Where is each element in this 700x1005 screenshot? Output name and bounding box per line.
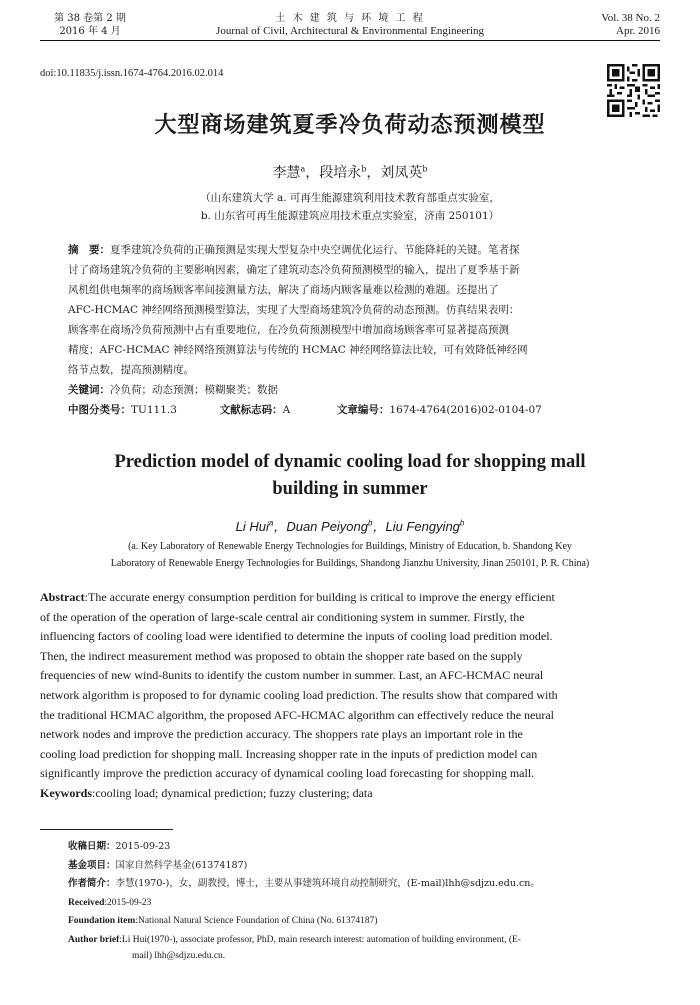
header-volume-block bbox=[570, 12, 660, 38]
author-en-1: Li Hui bbox=[235, 519, 269, 534]
abstract-en-line: network nodes and improve the prediction accuracy. The shoppers rate plays an important role in the bbox=[40, 727, 523, 742]
header-date-en: Apr. 2016 bbox=[616, 25, 660, 37]
article-no-label: 文章编号： bbox=[336, 404, 390, 416]
abstract-en-line: cooling load prediction for shopping mall. Increasing shopper rate in the inputs of prediction model can bbox=[40, 746, 538, 761]
abstract-cn bbox=[68, 240, 632, 420]
author-sep: ， bbox=[273, 519, 287, 534]
keywords-cn-text: 冷负荷；动态预测；模糊聚类；数据 bbox=[110, 384, 278, 396]
received-cn: 收稿日期：2015-09-23 bbox=[68, 841, 171, 852]
abstract-cn-line: 摘 要：夏季建筑冷负荷的正确预测是实现大型复杂中央空调优化运行、节能降耗的关键。笔者探 bbox=[68, 244, 520, 256]
header-journal-cn: 土 木 建 筑 与 环 境 工 程 bbox=[275, 13, 425, 24]
abstract-cn-line: 讨了商场建筑冷负荷的主要影响因素，确定了建筑动态冷负荷预测模型的输入，提出了夏季基于新 bbox=[68, 264, 520, 276]
author-brief-en: Author brief:Li Hui(1970-), associate professor, PhD, main research interest: automation of building environment, (E- bbox=[68, 934, 521, 945]
abstract-en-line: of the operation of the operation of large-scale central air conditioning system in summer. Firstly, the bbox=[40, 609, 525, 624]
abstract-cn-line: 风机组供电频率的商场顾客率间接测量方法，解决了商场内顾客量难以检测的难题。还提出了 bbox=[68, 284, 499, 296]
abstract-cn-line: 精度；AFC-HCMAC 神经网络预测算法与传统的 HCMAC 神经网络算法比较，可有效降低神经网 bbox=[68, 344, 528, 356]
abstract-cn-line: 顾客率在商场冷负荷预测中占有重要地位，在冷负荷预测模型中增加商场顾客率可显著提高预测 bbox=[68, 324, 509, 336]
abstract-en bbox=[40, 588, 660, 804]
footnotes bbox=[68, 838, 660, 964]
author-brief-en-cont: mail) lhh@sdjzu.edu.cn. bbox=[132, 951, 226, 961]
author-cn-1: 李慧 bbox=[272, 165, 301, 181]
fund-en: Foundation item:National Natural Science Foundation of China (No. 61374187) bbox=[68, 916, 378, 926]
keywords-cn bbox=[68, 380, 632, 400]
doc-code-label: 文献标志码： bbox=[219, 404, 283, 416]
author-sep: ， bbox=[305, 165, 320, 181]
author-cn-3: 刘凤英 bbox=[380, 165, 423, 181]
author-cn-3-affil: b bbox=[422, 164, 428, 174]
abstract-en-label: Abstract bbox=[40, 590, 85, 604]
abstract-en-line: significantly improve the prediction accuracy of dynamical cooling load forecasting for shopping mall. bbox=[40, 766, 535, 781]
header-journal-en: Journal of Civil, Architectural & Environmental Engineering bbox=[216, 25, 484, 37]
author-cn-2: 段培永 bbox=[319, 165, 362, 181]
author-en-3: Liu Fengying bbox=[385, 519, 460, 534]
keywords-en bbox=[40, 784, 660, 804]
fund-cn: 基金项目：国家自然科学基金(61374187) bbox=[68, 859, 248, 871]
doi[interactable]: doi:10.11835/j.issn.1674-4764.2016.02.014 bbox=[40, 68, 224, 79]
keywords-cn-label: 关键词： bbox=[68, 384, 110, 396]
author-bio-cn: 作者简介：李慧(1970-)，女，副教授，博士，主要从事建筑环境自动控制研究，(E-mail)lhh@sdjzu.edu.cn。 bbox=[68, 878, 540, 889]
affiliation-cn-2: b. 山东省可再生能源建筑应用技术重点实验室，济南 250101） bbox=[200, 210, 500, 222]
author-en-3-affil: b bbox=[459, 518, 465, 528]
abstract-en-line: network algorithm is proposed to for dynamic cooling load prediction. The results show that compared with bbox=[40, 687, 558, 702]
classification-cn bbox=[68, 400, 632, 420]
author-sep: ， bbox=[366, 165, 381, 181]
author-cn-1-affil: a bbox=[300, 164, 306, 174]
header-date-cn: 2016 年 4 月 bbox=[59, 26, 121, 37]
title-cn: 大型商场建筑夏季冷负荷动态预测模型 bbox=[154, 112, 546, 138]
author-cn-2-affil: b bbox=[361, 164, 367, 174]
abstract-cn-label: 摘 要： bbox=[68, 244, 110, 256]
author-en-2: Duan Peiyong bbox=[286, 519, 368, 534]
clc-label: 中图分类号： bbox=[68, 404, 131, 416]
author-sep: ， bbox=[372, 519, 386, 534]
header-rule bbox=[40, 40, 660, 41]
abstract-en-line: influencing factors of cooling load were identified to determine the inputs of cooling load predition model. bbox=[40, 629, 553, 644]
abstract-cn-line: AFC-HCMAC 神经网络预测模型算法，实现了大型商场建筑冷负荷的动态预测。仿真结果表明： bbox=[68, 304, 520, 316]
affiliation-en-1: (a. Key Laboratory of Renewable Energy Technologies for Buildings, Ministry of Education, b. Shandong Key bbox=[128, 541, 572, 552]
clc-value: TU111.3 bbox=[131, 404, 177, 416]
header-journal-block bbox=[150, 12, 550, 38]
keywords-en-label: Keywords bbox=[40, 785, 92, 800]
footnote-rule bbox=[40, 829, 173, 830]
header-issue-block bbox=[50, 12, 130, 38]
abstract-en-line: frequencies of new wind-8units to identify the custom number in summer. Last, an AFC-HCMAC neural bbox=[40, 668, 544, 683]
header-vol-en: Vol. 38 No. 2 bbox=[601, 12, 660, 24]
abstract-en-line: the traditional HCMAC algorithm, the proposed AFC-HCMAC algorithm can effectively reduce the neural bbox=[40, 707, 554, 722]
affiliation-cn-1: （山东建筑大学 a. 可再生能源建筑利用技术教育部重点实验室， bbox=[200, 192, 500, 204]
abstract-cn-line: 络节点数，提高预测精度。 bbox=[68, 364, 194, 376]
article-no-value: 1674-4764(2016)02-0104-07 bbox=[389, 404, 542, 416]
title-en-line-1: Prediction model of dynamic cooling load for shopping mall bbox=[114, 452, 586, 472]
title-en bbox=[0, 449, 700, 503]
keywords-en-text: :cooling load; dynamical prediction; fuzzy clustering; data bbox=[92, 785, 373, 800]
received-en: Received:2015-09-23 bbox=[68, 897, 152, 908]
authors-en bbox=[0, 516, 700, 535]
abstract-en-line: Abstract:The accurate energy consumption perdition for building is critical to improve the energy efficient bbox=[40, 590, 555, 604]
author-en-1-affil: a bbox=[268, 518, 274, 528]
author-en-2-affil: b bbox=[368, 518, 373, 528]
authors-cn bbox=[0, 162, 700, 182]
title-en-line-2: building in summer bbox=[272, 479, 428, 499]
affiliation-en-2: Laboratory of Renewable Energy Technologies for Buildings, Shandong Jianzhu University, Jinan 250101, P. R. China) bbox=[110, 558, 590, 569]
header-issue-cn: 第 38 卷第 2 期 bbox=[54, 13, 126, 24]
abstract-en-line: Then, the indirect measurement method was proposed to obtain the shopper rate based on the supply bbox=[40, 648, 523, 663]
doc-code-value: A bbox=[282, 404, 291, 416]
